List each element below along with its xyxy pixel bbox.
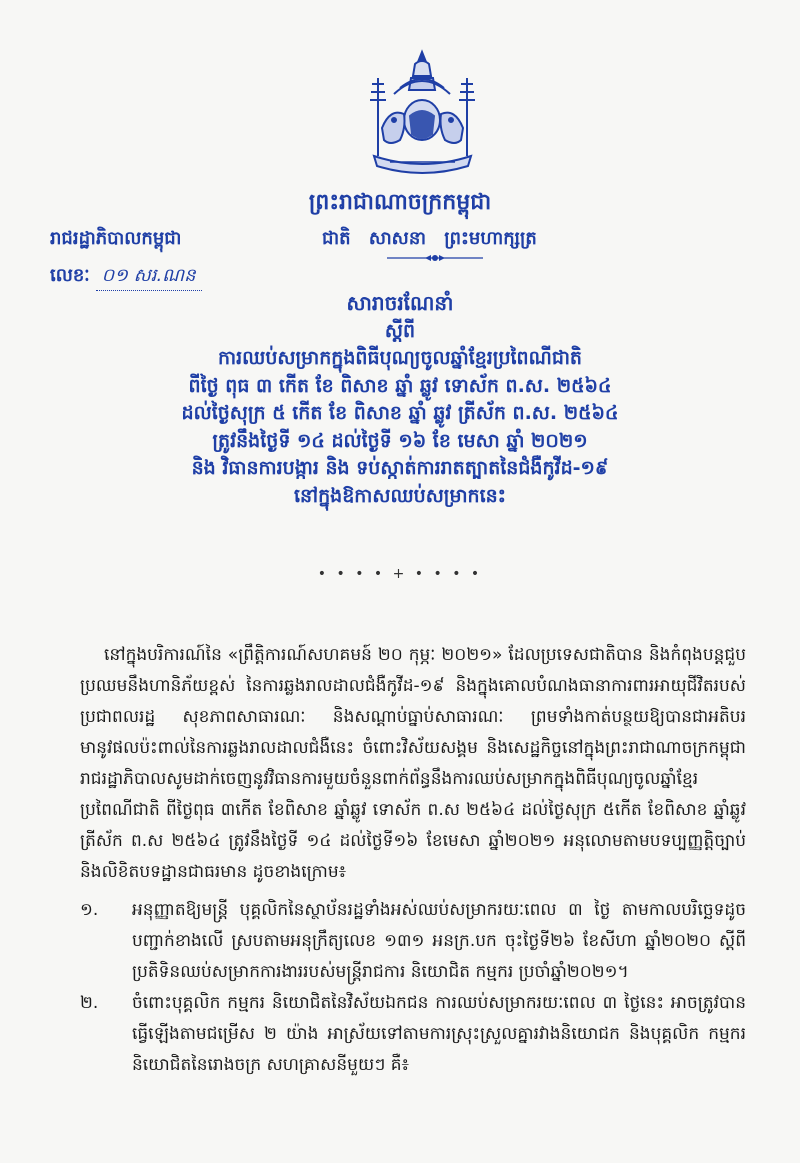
title-line-5: ដល់ថ្ងៃសុក្រ ៥ កើត ខែ ពិសាខ ឆ្នាំ ឆ្លូវ ត្រីស័ក ព.ស. ២៥៦៤ xyxy=(181,402,619,424)
reference-value: ០១ សរ.ណន xyxy=(96,263,202,291)
reference-number xyxy=(50,263,202,291)
title-line-1: សារាចរណែនាំ xyxy=(346,291,454,315)
title-line-3: ការឈប់សម្រាកក្នុងពិធីបុណ្យចូលឆ្នាំខ្មែរប្រពៃណីជាតិ xyxy=(218,347,582,369)
title-line-8: នៅក្នុងឱកាសឈប់សម្រាកនេះ xyxy=(293,484,507,507)
title-line-6: ត្រូវនឹងថ្ងៃទី ១៤ ដល់ថ្ងៃទី ១៦ ខែ មេសា ឆ្នាំ ២០២១ xyxy=(212,429,588,452)
body-text xyxy=(80,640,746,888)
title-line-4: ពីថ្ងៃ ពុធ ៣ កើត ខែ ពិសាខ ឆ្នាំ ឆ្លូវ ទោស័ក ព.ស. ២៥៦៤ xyxy=(188,374,612,397)
kingdom-heading: ព្រះរាជាណាចក្រកម្ពុជា xyxy=(308,190,492,215)
ministry-name: រាជរដ្ឋាភិបាលកម្ពុជា xyxy=(50,228,182,249)
intro-paragraph: នៅក្នុងបរិការណ៍នៃ «ព្រឹត្តិការណ៍សហគមន៍ ២០ កុម្ភៈ ២០២១» ដែលប្រទេសជាតិបាន និងកំពុងបន្តជួបប្រឈមនឹងហានិភ័យខ្ពស់ នៃការឆ្លងរាលដាលជំងឺកូវីដ-១៩ និងក្នុងគោលបំណងធានាការពារអាយុជីវិតរបស់ប្រជាពលរដ្ឋ សុខភាពសាធារណៈ និងសណ្តាប់ធ្នាប់សាធារណៈ ព្រមទាំងកាត់បន្ថយឱ្យបានជាអតិបរមានូវផលប៉ះពាល់នៃការឆ្លងរាលដាលជំងឺនេះ ចំពោះវិស័យសង្គម និងសេដ្ឋកិច្ចនៅក្នុងព្រះរាជាណាចក្រកម្ពុជា រាជរដ្ឋាភិបាលសូមដាក់ចេញនូវវិធានការមួយចំនួនពាក់ព័ន្ធនឹងការឈប់សម្រាកក្នុងពិធីបុណ្យចូលឆ្នាំខ្មែរប្រពៃណីជាតិ ពីថ្ងៃពុធ ៣កើត ខែពិសាខ ឆ្នាំឆ្លូវ ទោស័ក ព.ស ២៥៦៤ ដល់ថ្ងៃសុក្រ ៥កើត ខែពិសាខ ឆ្នាំឆ្លូវ ត្រីស័ក ព.ស ២៥៦៤ ត្រូវនឹងថ្ងៃទី ១៤ ដល់ថ្ងៃទី១៦ ខែមេសា ឆ្នាំ២០២១ អនុលោមតាមបទប្បញ្ញត្តិច្បាប់ និងលិខិតបទដ្ឋានជាធរមាន ដូចខាងក្រោម៖ xyxy=(80,645,746,882)
list-item-text: អនុញ្ញាតឱ្យមន្ត្រី បុគ្គលិកនៃស្ថាប័នរដ្ឋទាំងអស់ឈប់សម្រាករយៈពេល ៣ ថ្ងៃ តាមកាលបរិច្ឆេទដូចបញ្ជាក់ខាងលើ ស្របតាមអនុក្រឹត្យលេខ ១៣១ អនក្រ.បក ចុះថ្ងៃទី២៦ ខែសីហា ឆ្នាំ២០២០ ស្តីពីប្រតិទិនឈប់សម្រាកការងាររបស់មន្ត្រីរាជការ និយោជិត កម្មករ ប្រចាំឆ្នាំ២០២១។ xyxy=(132,900,746,982)
list-item-number: ១. xyxy=(80,900,99,920)
reference-label: លេខៈ xyxy=(50,265,90,286)
list-item-text: ចំពោះបុគ្គលិក កម្មករ និយោជិតនៃវិស័យឯកជន ការឈប់សម្រាករយៈពេល ៣ ថ្ងៃនេះ អាចត្រូវបានធ្វើឡើងតាមជម្រើស ២ យ៉ាង អាស្រ័យទៅតាមការស្រុះស្រួលគ្នារវាងនិយោជក និងបុគ្គលិក កម្មករ និយោជិតនៃរោងចក្រ សហគ្រាសនីមួយៗ គឺ៖ xyxy=(132,993,746,1075)
title-line-7: និង វិធានការបង្ការ និង ទប់ស្កាត់ការរាតត្បាតនៃជំងឺកូវីដ-១៩ xyxy=(191,457,609,479)
title-separator: • • • • + • • • • xyxy=(317,566,483,582)
royal-emblem-icon xyxy=(360,48,485,180)
document-title xyxy=(0,290,800,510)
national-motto: ជាតិ សាសនា ព្រះមហាក្សត្រ xyxy=(322,228,537,249)
ornament-divider-icon xyxy=(385,253,485,263)
list-item-number: ២. xyxy=(80,993,99,1013)
title-line-2: ស្តីពី xyxy=(384,319,416,342)
